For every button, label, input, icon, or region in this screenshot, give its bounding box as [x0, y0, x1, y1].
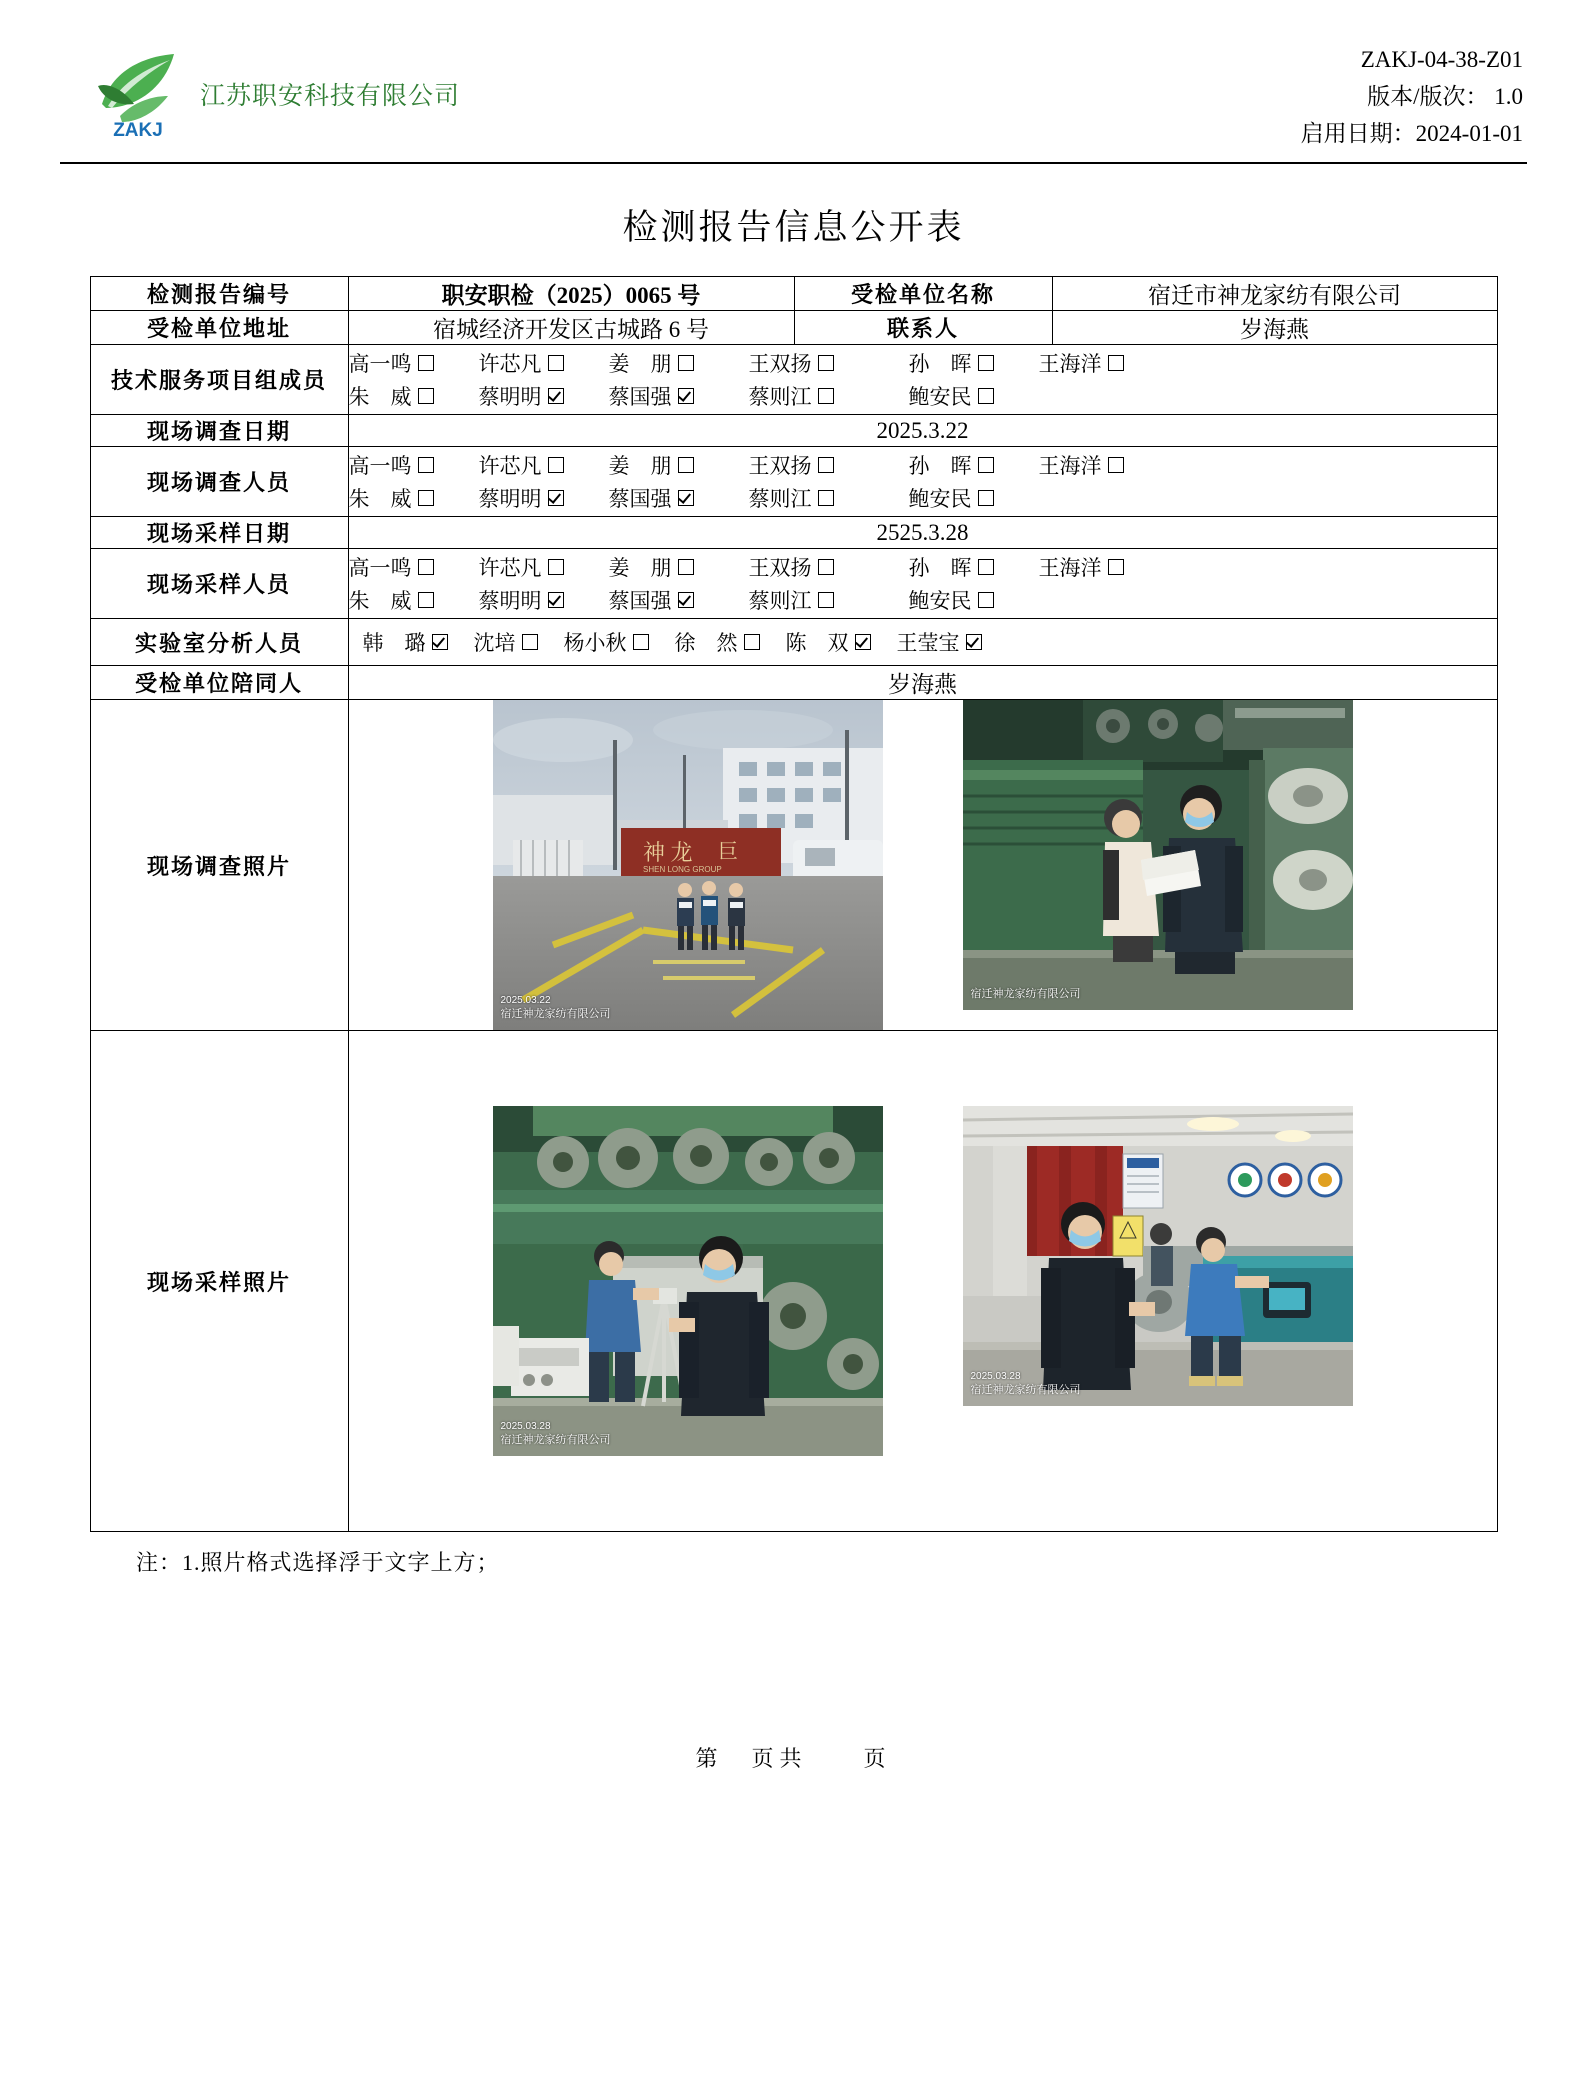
survey-staff-checklist[interactable]	[348, 447, 1497, 517]
table-row	[90, 311, 1497, 345]
person-checkbox-鲍安民[interactable]	[909, 585, 1039, 615]
checkbox-icon[interactable]	[418, 592, 434, 608]
checkbox-checked-icon[interactable]	[432, 634, 448, 650]
sampling-staff-label: 现场采样人员	[90, 549, 348, 619]
survey-photo-1	[493, 700, 883, 1030]
person-name: 蔡则江	[748, 487, 812, 511]
photo-stamp: 2025.03.28 宿迁神龙家纺有限公司	[500, 1420, 611, 1447]
sampling-photo-1	[493, 1106, 883, 1456]
person-name: 王双扬	[748, 556, 812, 580]
person-checkbox-蔡明明[interactable]	[479, 381, 609, 411]
report-info-table	[90, 276, 1498, 1532]
person-checkbox-蔡明明[interactable]	[479, 585, 609, 615]
person-checkbox-王莹宝[interactable]	[897, 627, 982, 657]
person-row	[349, 552, 1497, 582]
person-name: 韩 璐	[362, 631, 426, 655]
person-name: 朱 威	[348, 487, 412, 511]
person-row	[349, 483, 1497, 513]
person-checkbox-鲍安民[interactable]	[909, 381, 1039, 411]
checkbox-icon[interactable]	[978, 457, 994, 473]
checkbox-icon[interactable]	[818, 490, 834, 506]
client-name-value: 宿迁市神龙家纺有限公司	[1052, 277, 1497, 311]
person-name: 孙 晖	[908, 454, 972, 478]
checkbox-icon[interactable]	[978, 388, 994, 404]
person-name: 姜 朋	[608, 556, 672, 580]
lab-staff-checklist[interactable]	[348, 619, 1497, 666]
person-checkbox-蔡则江[interactable]	[749, 483, 909, 513]
checkbox-icon[interactable]	[678, 559, 694, 575]
team-members-label: 技术服务项目组成员	[90, 345, 348, 415]
sampling-date-value: 2525.3.28	[348, 517, 1497, 549]
person-checkbox-朱威[interactable]	[349, 585, 479, 615]
survey-photos-label: 现场调查照片	[90, 700, 348, 1031]
table-row	[90, 1031, 1497, 1532]
person-name: 蔡国强	[608, 487, 672, 511]
person-checkbox-沈培[interactable]	[474, 627, 538, 657]
person-name: 鲍安民	[908, 487, 972, 511]
checkbox-icon[interactable]	[978, 355, 994, 371]
person-name: 王双扬	[748, 352, 812, 376]
escort-value: 岁海燕	[348, 666, 1497, 700]
table-row	[90, 700, 1497, 1031]
person-row	[349, 381, 1497, 411]
sampling-date-label: 现场采样日期	[90, 517, 348, 549]
photo-stamp: 2025.03.28 宿迁神龙家纺有限公司	[970, 1370, 1081, 1397]
person-checkbox-高一鸣[interactable]	[349, 450, 479, 480]
person-checkbox-姜朋[interactable]	[609, 552, 749, 582]
checkbox-icon[interactable]	[633, 634, 649, 650]
svg-text:巨: 巨	[717, 841, 738, 863]
person-name: 蔡明明	[478, 589, 542, 613]
checkbox-icon[interactable]	[818, 355, 834, 371]
person-checkbox-许芯凡[interactable]	[479, 348, 609, 378]
checkbox-icon[interactable]	[1108, 457, 1124, 473]
person-name: 王海洋	[1038, 556, 1102, 580]
person-name: 王莹宝	[896, 631, 960, 655]
checkbox-icon[interactable]	[418, 559, 434, 575]
person-checkbox-王双扬[interactable]	[749, 552, 909, 582]
sampling-photo-2	[963, 1106, 1353, 1406]
checkbox-checked-icon[interactable]	[548, 592, 564, 608]
person-checkbox-许芯凡[interactable]	[479, 552, 609, 582]
person-name: 许芯凡	[478, 352, 542, 376]
person-checkbox-王双扬[interactable]	[749, 348, 909, 378]
person-checkbox-姜朋[interactable]	[609, 348, 749, 378]
person-checkbox-高一鸣[interactable]	[349, 348, 479, 378]
doc-version: 版本/版次： 1.0	[1367, 83, 1523, 109]
person-checkbox-朱威[interactable]	[349, 381, 479, 411]
checkbox-icon[interactable]	[418, 388, 434, 404]
contact-value: 岁海燕	[1052, 311, 1497, 345]
escort-label: 受检单位陪同人	[90, 666, 348, 700]
person-checkbox-孙晖[interactable]	[909, 552, 1039, 582]
person-name: 朱 威	[348, 589, 412, 613]
checkbox-icon[interactable]	[1108, 559, 1124, 575]
company-name: 江苏职安科技有限公司	[200, 83, 461, 110]
survey-date-value: 2025.3.22	[348, 415, 1497, 447]
person-name: 高一鸣	[348, 352, 412, 376]
doc-code: ZAKJ-04-38-Z01	[1360, 47, 1523, 72]
table-row	[90, 415, 1497, 447]
person-name: 鲍安民	[908, 589, 972, 613]
client-name-label: 受检单位名称	[794, 277, 1052, 311]
report-no-value: 职安职检（2025）0065 号	[348, 277, 794, 311]
checkbox-icon[interactable]	[678, 355, 694, 371]
person-name: 高一鸣	[348, 454, 412, 478]
person-checkbox-蔡国强[interactable]	[609, 585, 749, 615]
leaf-icon	[98, 54, 174, 122]
page-title: 检测报告信息公开表	[622, 208, 965, 247]
contact-label: 联系人	[794, 311, 1052, 345]
table-row	[90, 345, 1497, 415]
team-members-checklist[interactable]	[348, 345, 1497, 415]
survey-photo-2	[963, 700, 1353, 1010]
checkbox-checked-icon[interactable]	[548, 388, 564, 404]
person-checkbox-王海洋[interactable]	[1039, 450, 1169, 480]
sampling-photos-label: 现场采样照片	[90, 1031, 348, 1532]
table-row	[90, 619, 1497, 666]
person-row	[349, 585, 1497, 615]
svg-text:神 龙: 神 龙	[642, 840, 693, 865]
checkbox-icon[interactable]	[978, 592, 994, 608]
footnote: 注：1.照片格式选择浮于文字上方；	[136, 1550, 500, 1575]
header-brand	[60, 38, 460, 142]
document-header	[60, 38, 1527, 164]
photo-stamp: 宿迁神龙家纺有限公司	[970, 988, 1081, 1001]
person-name: 蔡明明	[478, 385, 542, 409]
person-name: 鲍安民	[908, 385, 972, 409]
checkbox-checked-icon[interactable]	[678, 592, 694, 608]
person-checkbox-王海洋[interactable]	[1039, 348, 1169, 378]
person-checkbox-王海洋[interactable]	[1039, 552, 1169, 582]
checkbox-icon[interactable]	[744, 634, 760, 650]
person-name: 王海洋	[1038, 352, 1102, 376]
person-checkbox-鲍安民[interactable]	[909, 483, 1039, 513]
checkbox-icon[interactable]	[818, 592, 834, 608]
client-address-value: 宿城经济开发区古城路 6 号	[348, 311, 794, 345]
person-row	[349, 348, 1497, 378]
table-row	[90, 447, 1497, 517]
person-checkbox-蔡国强[interactable]	[609, 483, 749, 513]
person-name: 朱 威	[348, 385, 412, 409]
doc-effective-date: 启用日期：2024-01-01	[1300, 120, 1523, 146]
checkbox-icon[interactable]	[818, 388, 834, 404]
person-name: 蔡明明	[478, 487, 542, 511]
client-address-label: 受检单位地址	[90, 311, 348, 345]
svg-text:SHEN LONG GROUP: SHEN LONG GROUP	[642, 865, 722, 874]
checkbox-icon[interactable]	[818, 559, 834, 575]
person-checkbox-杨小秋[interactable]	[564, 627, 649, 657]
person-row	[349, 450, 1497, 480]
person-name: 许芯凡	[478, 556, 542, 580]
checkbox-icon[interactable]	[548, 355, 564, 371]
person-name: 陈 双	[785, 631, 849, 655]
person-checkbox-韩璐[interactable]	[363, 627, 448, 657]
checkbox-checked-icon[interactable]	[678, 388, 694, 404]
person-checkbox-徐然[interactable]	[675, 627, 760, 657]
table-row	[90, 517, 1497, 549]
person-checkbox-高一鸣[interactable]	[349, 552, 479, 582]
checkbox-checked-icon[interactable]	[548, 490, 564, 506]
checkbox-checked-icon[interactable]	[855, 634, 871, 650]
checkbox-icon[interactable]	[418, 490, 434, 506]
person-name: 姜 朋	[608, 352, 672, 376]
checkbox-icon[interactable]	[818, 457, 834, 473]
survey-date-label: 现场调查日期	[90, 415, 348, 447]
person-checkbox-陈双[interactable]	[786, 627, 871, 657]
page-footer: 第 页共 页	[695, 1746, 892, 1771]
table-row	[90, 666, 1497, 700]
survey-photos-cell	[348, 700, 1497, 1031]
person-checkbox-王双扬[interactable]	[749, 450, 909, 480]
lab-staff-label: 实验室分析人员	[90, 619, 348, 666]
person-checkbox-朱威[interactable]	[349, 483, 479, 513]
checkbox-icon[interactable]	[522, 634, 538, 650]
company-logo	[90, 46, 186, 142]
person-checkbox-许芯凡[interactable]	[479, 450, 609, 480]
person-name: 王双扬	[748, 454, 812, 478]
person-name: 孙 晖	[908, 352, 972, 376]
person-name: 姜 朋	[608, 454, 672, 478]
person-name: 蔡则江	[748, 385, 812, 409]
checkbox-icon[interactable]	[978, 559, 994, 575]
person-name: 蔡国强	[608, 385, 672, 409]
sampling-staff-checklist[interactable]	[348, 549, 1497, 619]
report-no-label: 检测报告编号	[90, 277, 348, 311]
person-checkbox-蔡明明[interactable]	[479, 483, 609, 513]
checkbox-icon[interactable]	[548, 559, 564, 575]
checkbox-icon[interactable]	[1108, 355, 1124, 371]
photo-stamp: 2025.03.22 宿迁神龙家纺有限公司	[500, 994, 611, 1021]
person-checkbox-孙晖[interactable]	[909, 348, 1039, 378]
header-meta	[1301, 38, 1527, 152]
person-name: 沈培	[473, 631, 516, 655]
person-checkbox-孙晖[interactable]	[909, 450, 1039, 480]
checkbox-icon[interactable]	[548, 457, 564, 473]
person-name: 许芯凡	[478, 454, 542, 478]
person-name: 孙 晖	[908, 556, 972, 580]
sampling-photos-cell	[348, 1031, 1497, 1532]
checkbox-checked-icon[interactable]	[966, 634, 982, 650]
table-row	[90, 549, 1497, 619]
checkbox-icon[interactable]	[978, 490, 994, 506]
person-checkbox-蔡国强[interactable]	[609, 381, 749, 411]
person-name: 王海洋	[1038, 454, 1102, 478]
logo-wordmark: ZAKJ	[113, 120, 163, 141]
person-name: 高一鸣	[348, 556, 412, 580]
person-checkbox-姜朋[interactable]	[609, 450, 749, 480]
survey-staff-label: 现场调查人员	[90, 447, 348, 517]
table-row	[90, 277, 1497, 311]
checkbox-icon[interactable]	[678, 457, 694, 473]
checkbox-icon[interactable]	[418, 457, 434, 473]
person-name: 蔡则江	[748, 589, 812, 613]
person-checkbox-蔡则江[interactable]	[749, 381, 909, 411]
checkbox-checked-icon[interactable]	[678, 490, 694, 506]
person-name: 蔡国强	[608, 589, 672, 613]
person-name: 杨小秋	[563, 631, 627, 655]
person-checkbox-蔡则江[interactable]	[749, 585, 909, 615]
checkbox-icon[interactable]	[418, 355, 434, 371]
person-name: 徐 然	[674, 631, 738, 655]
